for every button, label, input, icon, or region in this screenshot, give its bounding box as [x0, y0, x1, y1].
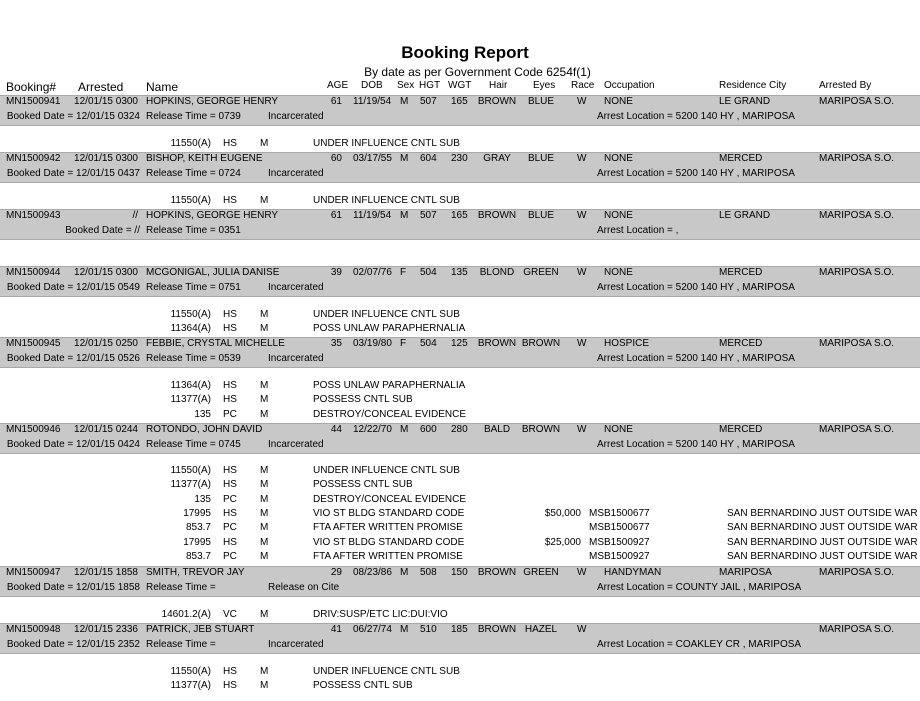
charge-description: DRIV:SUSP/ETC LIC:DUI:VIO [313, 609, 448, 620]
weight: 150 [451, 567, 468, 578]
arrested-by: MARIPOSA S.O. [819, 338, 895, 349]
warrant-number: MSB1500677 [589, 522, 650, 533]
warrant-agency: SAN BERNARDINO JUST OUTSIDE WAR [727, 551, 918, 562]
residence-city: MERCED [719, 338, 763, 349]
release-time: Release Time = [146, 582, 216, 593]
arrested-datetime: 12/01/15 0300 [74, 96, 138, 107]
col-hair: Hair [489, 80, 508, 91]
charge-code: 11550(A) [170, 465, 211, 476]
charge-description: POSSESS CNTL SUB [313, 479, 413, 490]
charge-code: 17995 [183, 537, 211, 548]
custody-status: Incarcerated [268, 639, 324, 650]
charge-description: POSSESS CNTL SUB [313, 394, 413, 405]
col-age: AGE [327, 80, 349, 91]
col-eyes: Eyes [533, 80, 556, 91]
height: 507 [420, 210, 437, 221]
charge-level: M [260, 508, 269, 519]
charge-description: FTA AFTER WRITTEN PROMISE [313, 551, 463, 562]
charge-code: 135 [194, 409, 211, 420]
charge-level: M [260, 394, 269, 405]
charge-type: PC [223, 409, 237, 420]
charge-type: HS [223, 138, 237, 149]
col-wgt: WGT [448, 80, 472, 91]
warrant-number: MSB1500927 [589, 537, 650, 548]
sex: F [400, 267, 407, 278]
charge-type: HS [223, 537, 237, 548]
col-booking: Booking# [6, 80, 57, 94]
residence-city: LE GRAND [719, 210, 771, 221]
release-time: Release Time = 0724 [146, 168, 241, 179]
report-title: Booking Report [401, 43, 529, 62]
booking-number: MN1500943 [6, 210, 61, 221]
arrest-location: Arrest Location = 5200 140 HY , MARIPOSA [597, 282, 795, 293]
charge-description: DESTROY/CONCEAL EVIDENCE [313, 409, 466, 420]
charge-level: M [260, 522, 269, 533]
arrested-by: MARIPOSA S.O. [819, 267, 895, 278]
arrested-datetime: 12/01/15 0244 [74, 424, 138, 435]
arrested-by: MARIPOSA S.O. [819, 153, 895, 164]
col-name: Name [146, 80, 179, 94]
charge-type: HS [223, 380, 237, 391]
inmate-name: FEBBIE, CRYSTAL MICHELLE [146, 338, 285, 349]
weight: 280 [451, 424, 468, 435]
arrest-location: Arrest Location = 5200 140 HY , MARIPOSA [597, 168, 795, 179]
sex: M [400, 424, 409, 435]
booked-date: Booked Date = // [65, 225, 140, 236]
charge-code: 11550(A) [170, 138, 211, 149]
release-time: Release Time = 0751 [146, 282, 241, 293]
charge-description: DESTROY/CONCEAL EVIDENCE [313, 494, 466, 505]
arrested-by: MARIPOSA S.O. [819, 624, 895, 635]
warrant-agency: SAN BERNARDINO JUST OUTSIDE WAR [727, 522, 918, 533]
arrested-datetime: // [132, 210, 138, 221]
charge-level: M [260, 138, 269, 149]
charge-level: M [260, 380, 269, 391]
residence-city: MERCED [719, 424, 763, 435]
occupation: NONE [604, 96, 633, 107]
charge-code: 853.7 [185, 551, 211, 562]
height: 604 [420, 153, 437, 164]
residence-city: MERCED [719, 267, 763, 278]
custody-status: Incarcerated [268, 111, 324, 122]
release-time: Release Time = 0539 [146, 353, 241, 364]
booked-date: Booked Date = 12/01/15 0526 [6, 353, 140, 364]
charge-code: 11377(A) [170, 479, 211, 490]
charge-type: HS [223, 195, 237, 206]
age: 29 [330, 567, 342, 578]
residence-city: MERCED [719, 153, 763, 164]
eye-color: HAZEL [524, 624, 558, 635]
sex: M [400, 210, 409, 221]
eye-color: GREEN [523, 267, 559, 278]
warrant-agency: SAN BERNARDINO JUST OUTSIDE WAR [727, 537, 918, 548]
height: 600 [420, 424, 437, 435]
race: W [577, 96, 587, 107]
eye-color: GREEN [523, 567, 559, 578]
charge-level: M [260, 465, 269, 476]
inmate-name: HOPKINS, GEORGE HENRY [146, 96, 279, 107]
release-time: Release Time = 0745 [146, 439, 241, 450]
warrant-agency: SAN BERNARDINO JUST OUTSIDE WAR [727, 508, 918, 519]
charge-description: UNDER INFLUENCE CNTL SUB [313, 666, 460, 677]
dob: 06/27/74 [353, 624, 392, 635]
charge-code: 11377(A) [170, 394, 211, 405]
weight: 165 [451, 96, 468, 107]
charge-level: M [260, 609, 269, 620]
hair-color: BLOND [479, 267, 515, 278]
charge-type: HS [223, 479, 237, 490]
charge-type: VC [223, 609, 237, 620]
booked-date: Booked Date = 12/01/15 2352 [6, 639, 140, 650]
occupation: NONE [604, 153, 633, 164]
charge-type: HS [223, 394, 237, 405]
charge-level: M [260, 666, 269, 677]
release-time: Release Time = 0739 [146, 111, 241, 122]
charge-description: POSS UNLAW PARAPHERNALIA [313, 380, 466, 391]
charge-level: M [260, 323, 269, 334]
booking-number: MN1500948 [6, 624, 61, 635]
arrest-location: Arrest Location = 5200 140 HY , MARIPOSA [597, 439, 795, 450]
eye-color: BLUE [527, 210, 555, 221]
dob: 11/19/54 [353, 96, 392, 107]
booking-number: MN1500947 [6, 567, 61, 578]
race: W [577, 424, 587, 435]
charge-type: HS [223, 508, 237, 519]
sex: M [400, 96, 409, 107]
bail-amount: $25,000 [544, 537, 581, 548]
charge-code: 11550(A) [170, 309, 211, 320]
dob: 03/17/55 [353, 153, 392, 164]
charge-code: 11364(A) [170, 380, 211, 391]
sex: F [400, 338, 407, 349]
height: 508 [420, 567, 437, 578]
residence-city: MARIPOSA [719, 567, 772, 578]
charge-level: M [260, 195, 269, 206]
dob: 03/19/80 [353, 338, 392, 349]
charge-type: HS [223, 309, 237, 320]
eye-color: BROWN [521, 338, 561, 349]
booking-number: MN1500945 [6, 338, 61, 349]
inmate-name: ROTONDO, JOHN DAVID [146, 424, 263, 435]
booked-date: Booked Date = 12/01/15 0324 [6, 111, 140, 122]
height: 507 [420, 96, 437, 107]
age: 60 [330, 153, 342, 164]
inmate-name: HOPKINS, GEORGE HENRY [146, 210, 279, 221]
charge-code: 14601.2(A) [161, 609, 211, 620]
charge-description: POSS UNLAW PARAPHERNALIA [313, 323, 466, 334]
weight: 135 [451, 267, 468, 278]
eye-color: BLUE [527, 153, 555, 164]
charge-level: M [260, 680, 269, 691]
col-sex: Sex [397, 80, 415, 91]
occupation: HOSPICE [604, 338, 650, 349]
age: 61 [330, 96, 342, 107]
hair-color: BROWN [477, 567, 517, 578]
hair-color: BROWN [477, 338, 517, 349]
age: 35 [330, 338, 342, 349]
custody-status: Incarcerated [268, 168, 324, 179]
arrested-datetime: 12/01/15 0300 [74, 153, 138, 164]
hair-color: BROWN [477, 210, 517, 221]
height: 504 [420, 338, 437, 349]
booked-date: Booked Date = 12/01/15 1858 [6, 582, 140, 593]
dob: 11/19/54 [353, 210, 392, 221]
charge-description: VIO ST BLDG STANDARD CODE [313, 508, 465, 519]
sex: M [400, 567, 409, 578]
bail-amount: $50,000 [544, 508, 581, 519]
col-dob: DOB [361, 80, 383, 91]
inmate-name: MCGONIGAL, JULIA DANISE [146, 267, 280, 278]
eye-color: BROWN [521, 424, 561, 435]
col-hgt: HGT [419, 80, 441, 91]
charge-code: 11364(A) [170, 323, 211, 334]
hair-color: GRAY [483, 153, 511, 164]
arrest-location: Arrest Location = 5200 140 HY , MARIPOSA [597, 353, 795, 364]
charge-level: M [260, 537, 269, 548]
age: 39 [330, 267, 342, 278]
race: W [577, 210, 587, 221]
weight: 165 [451, 210, 468, 221]
charge-description: UNDER INFLUENCE CNTL SUB [313, 309, 460, 320]
age: 41 [330, 624, 342, 635]
charge-type: HS [223, 666, 237, 677]
charge-description: FTA AFTER WRITTEN PROMISE [313, 522, 463, 533]
col-race: Race [571, 80, 595, 91]
charge-code: 853.7 [185, 522, 211, 533]
inmate-name: PATRICK, JEB STUART [146, 624, 255, 635]
arrested-by: MARIPOSA S.O. [819, 96, 895, 107]
report-subtitle: By date as per Government Code 6254f(1) [364, 65, 591, 79]
booked-date: Booked Date = 12/01/15 0549 [6, 282, 140, 293]
charge-code: 17995 [183, 508, 211, 519]
charge-type: PC [223, 522, 237, 533]
age: 44 [330, 424, 342, 435]
weight: 185 [451, 624, 468, 635]
inmate-name: BISHOP, KEITH EUGENE [146, 153, 263, 164]
height: 510 [420, 624, 437, 635]
custody-status: Incarcerated [268, 282, 324, 293]
arrested-by: MARIPOSA S.O. [819, 424, 895, 435]
charge-level: M [260, 409, 269, 420]
charge-description: POSSESS CNTL SUB [313, 680, 413, 691]
age: 61 [330, 210, 342, 221]
charge-description: UNDER INFLUENCE CNTL SUB [313, 195, 460, 206]
hair-color: BROWN [477, 624, 517, 635]
col-residence-city: Residence City [719, 80, 787, 91]
arrest-location: Arrest Location = COAKLEY CR , MARIPOSA [597, 639, 802, 650]
occupation: NONE [604, 424, 633, 435]
charge-level: M [260, 551, 269, 562]
col-arrested: Arrested [78, 80, 124, 94]
race: W [577, 338, 587, 349]
charge-code: 11377(A) [170, 680, 211, 691]
charge-description: UNDER INFLUENCE CNTL SUB [313, 465, 460, 476]
occupation: NONE [604, 267, 633, 278]
arrested-by: MARIPOSA S.O. [819, 567, 895, 578]
arrest-location: Arrest Location = 5200 140 HY , MARIPOSA [597, 111, 795, 122]
charge-code: 11550(A) [170, 666, 211, 677]
charge-level: M [260, 479, 269, 490]
hair-color: BROWN [477, 96, 517, 107]
dob: 12/22/70 [353, 424, 392, 435]
hair-color: BALD [483, 424, 511, 435]
charge-code: 11550(A) [170, 195, 211, 206]
charge-type: PC [223, 494, 237, 505]
eye-color: BLUE [527, 96, 555, 107]
release-time: Release Time = 0351 [146, 225, 241, 236]
charge-type: HS [223, 465, 237, 476]
charge-type: PC [223, 551, 237, 562]
charge-level: M [260, 309, 269, 320]
charge-description: VIO ST BLDG STANDARD CODE [313, 537, 465, 548]
custody-status: Release on Cite [268, 582, 340, 593]
residence-city: LE GRAND [719, 96, 771, 107]
occupation: HANDYMAN [604, 567, 662, 578]
release-time: Release Time = [146, 639, 216, 650]
custody-status: Incarcerated [268, 353, 324, 364]
race: W [577, 153, 587, 164]
charge-description: UNDER INFLUENCE CNTL SUB [313, 138, 460, 149]
warrant-number: MSB1500927 [589, 551, 650, 562]
charge-level: M [260, 494, 269, 505]
booked-date: Booked Date = 12/01/15 0424 [6, 439, 140, 450]
booking-number: MN1500946 [6, 424, 61, 435]
arrested-by: MARIPOSA S.O. [819, 210, 895, 221]
warrant-number: MSB1500677 [589, 508, 650, 519]
arrested-datetime: 12/01/15 2336 [74, 624, 138, 635]
arrested-datetime: 12/01/15 0300 [74, 267, 138, 278]
custody-status: Incarcerated [268, 439, 324, 450]
dob: 08/23/86 [353, 567, 392, 578]
inmate-name: SMITH, TREVOR JAY [146, 567, 245, 578]
booking-number: MN1500944 [6, 267, 61, 278]
weight: 230 [451, 153, 468, 164]
dob: 02/07/76 [353, 267, 392, 278]
booked-date: Booked Date = 12/01/15 0437 [6, 168, 140, 179]
arrest-location: Arrest Location = COUNTY JAIL , MARIPOSA [597, 582, 802, 593]
charge-type: HS [223, 323, 237, 334]
arrest-location: Arrest Location = , [597, 225, 679, 236]
booking-number: MN1500942 [6, 153, 61, 164]
col-arrested-by: Arrested By [819, 80, 872, 91]
arrested-datetime: 12/01/15 0250 [74, 338, 138, 349]
charge-type: HS [223, 680, 237, 691]
race: W [577, 624, 587, 635]
arrested-datetime: 12/01/15 1858 [74, 567, 138, 578]
weight: 125 [451, 338, 468, 349]
booking-number: MN1500941 [6, 96, 61, 107]
col-occupation: Occupation [604, 80, 655, 91]
sex: M [400, 624, 409, 635]
height: 504 [420, 267, 437, 278]
race: W [577, 267, 587, 278]
charge-code: 135 [194, 494, 211, 505]
sex: M [400, 153, 409, 164]
race: W [577, 567, 587, 578]
occupation: NONE [604, 210, 633, 221]
